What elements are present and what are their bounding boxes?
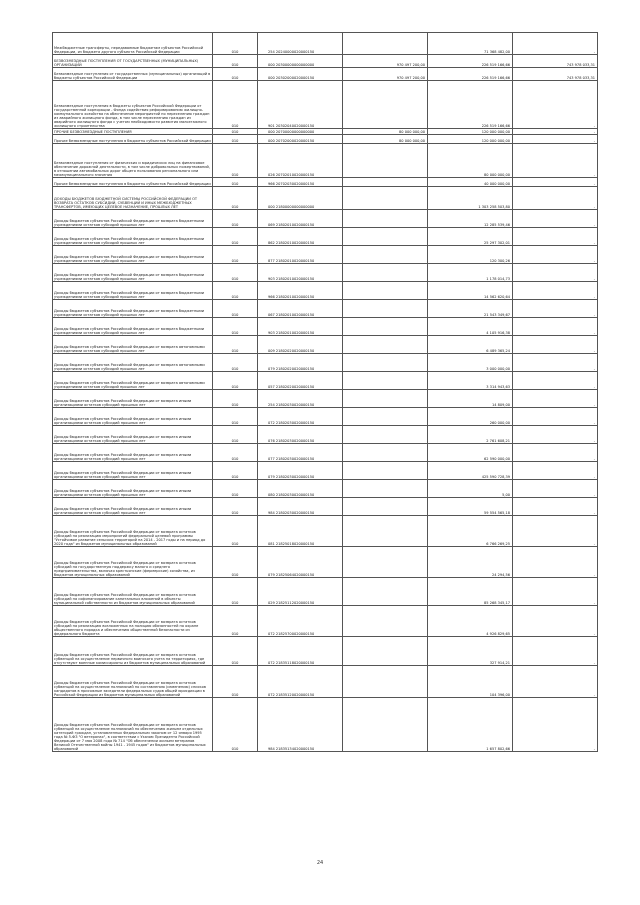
row-name: Доходы бюджетов субъектов Российской Федерации от возврата иными организациями остатков субсидий прошлых лет <box>53 462 213 480</box>
row-approved <box>343 318 428 336</box>
row-name: Доходы бюджетов субъектов Российской Федерации от возврата бюджетными учреждениями остатков субсидий прошлых лет <box>53 300 213 318</box>
row-approved <box>343 547 428 578</box>
table-row <box>53 228 598 246</box>
row-code: 010 <box>213 178 258 187</box>
row-executed: 226 519 166,66 <box>428 81 513 129</box>
row-name: БЕЗВОЗМЕЗДНЫЕ ПОСТУПЛЕНИЯ ОТ ГОСУДАРСТВЕННЫХ (МУНИЦИПАЛЬНЫХ) ОРГАНИЗАЦИЙ <box>53 55 213 68</box>
row-name: Прочие безвозмездные поступления в бюджеты субъектов Российской Федерации <box>53 178 213 187</box>
table-row <box>53 426 598 444</box>
budget-table <box>52 32 598 752</box>
table-row <box>53 33 598 55</box>
row-kbk: 072 21835120020000150 <box>258 666 343 698</box>
row-name: Прочие безвозмездные поступления в бюджеты субъектов Российской Федерации <box>53 135 213 144</box>
row-unexecuted: - <box>513 228 598 246</box>
table-row <box>53 480 598 498</box>
table-row <box>53 187 598 210</box>
row-approved: 80 000 000,00 <box>343 135 428 144</box>
row-executed: 14 562 620,64 <box>428 282 513 300</box>
row-unexecuted: - <box>513 698 598 752</box>
row-kbk: 069 21802010020000150 <box>258 210 343 228</box>
row-code: 010 <box>213 637 258 666</box>
row-approved <box>343 228 428 246</box>
row-unexecuted: - <box>513 498 598 516</box>
row-code: 010 <box>213 666 258 698</box>
row-executed: 226 519 166,66 <box>428 68 513 81</box>
row-unexecuted: - <box>513 462 598 480</box>
row-kbk: 072 21802030020000150 <box>258 408 343 426</box>
row-name: Доходы бюджетов субъектов Российской Федерации от возврата остатков субсидий на софинансирование капитальных вложений в объекты муниципальной собственности из бюджетов муниципальных образований <box>53 578 213 606</box>
row-executed: 6 766 269,25 <box>428 516 513 547</box>
table-row <box>53 354 598 372</box>
row-name: Доходы бюджетов субъектов Российской Федерации от возврата автономными учреждениями остатков субсидий прошлых лет <box>53 354 213 372</box>
row-approved <box>343 264 428 282</box>
row-kbk: 072 21835118020000150 <box>258 637 343 666</box>
row-code: 010 <box>213 444 258 462</box>
table-row <box>53 178 598 187</box>
row-code: 010 <box>213 210 258 228</box>
row-kbk: 000 20700000000000000 <box>258 129 343 135</box>
row-code: 010 <box>213 68 258 81</box>
row-unexecuted: - <box>513 336 598 354</box>
row-approved <box>343 390 428 408</box>
row-approved <box>343 300 428 318</box>
row-unexecuted: - <box>513 354 598 372</box>
row-kbk: 903 21802010020000150 <box>258 318 343 336</box>
table-row <box>53 318 598 336</box>
row-code: 010 <box>213 498 258 516</box>
row-approved <box>343 336 428 354</box>
row-name: Безвозмездные поступления от государственных (муниципальных) организаций в бюджеты субъектов Российской Федерации <box>53 68 213 81</box>
row-executed: 120 000 000,00 <box>428 135 513 144</box>
row-code: 010 <box>213 81 258 129</box>
table-row <box>53 444 598 462</box>
table-row <box>53 408 598 426</box>
row-kbk: 862 21802010020000150 <box>258 228 343 246</box>
row-kbk: 254 21802030020000150 <box>258 390 343 408</box>
row-name: Межбюджетные трансферты, передаваемые бюджетам субъектов Российской Федерации, из бюджета другого субъекта Российской Федерации <box>53 33 213 55</box>
row-unexecuted: - <box>513 480 598 498</box>
row-unexecuted: 743 978 033,31 <box>513 55 598 68</box>
row-kbk: 984 21802030020000150 <box>258 498 343 516</box>
table-row <box>53 578 598 606</box>
row-name: Доходы бюджетов субъектов Российской Федерации от возврата бюджетными учреждениями остатков субсидий прошлых лет <box>53 210 213 228</box>
row-name: ДОХОДЫ БЮДЖЕТОВ БЮДЖЕТНОЙ СИСТЕМЫ РОССИЙСКОЙ ФЕДЕРАЦИИ ОТ ВОЗВРАТА ОСТАТКОВ СУБСИДИЙ, СУБВЕНЦИЙ И ИНЫХ МЕЖБЮДЖЕТНЫХ ТРАНСФЕРТОВ, ИМЕЮЩИХ ЦЕЛЕВОЕ НАЗНАЧЕНИЕ, ПРОШЛЫХ ЛЕТ <box>53 187 213 210</box>
row-code: 010 <box>213 228 258 246</box>
row-executed: 3 314 943,63 <box>428 372 513 390</box>
table-row <box>53 144 598 178</box>
row-name: Доходы бюджетов субъектов Российской Федерации от возврата бюджетными учреждениями остатков субсидий прошлых лет <box>53 228 213 246</box>
row-executed: 80 000 000,00 <box>428 144 513 178</box>
row-name: Доходы бюджетов субъектов Российской Федерации от возврата остатков субвенций на осуществление полномочий по составлению (изменению) списков кандидатов в присяжные заседатели федеральных судов общей юрисдикции в Российской Федерации из бюджетов муниципальных образований <box>53 666 213 698</box>
row-unexecuted: - <box>513 144 598 178</box>
row-code: 010 <box>213 282 258 300</box>
row-code: 010 <box>213 354 258 372</box>
row-executed: 21 543 349,67 <box>428 300 513 318</box>
row-approved <box>343 187 428 210</box>
row-approved <box>343 81 428 129</box>
row-unexecuted: - <box>513 547 598 578</box>
table-row <box>53 210 598 228</box>
row-kbk: 254 20240000020000150 <box>258 33 343 55</box>
row-name: Доходы бюджетов субъектов Российской Федерации от возврата автономными учреждениями остатков субсидий прошлых лет <box>53 372 213 390</box>
row-kbk: 009 21802020020000150 <box>258 336 343 354</box>
row-code: 010 <box>213 246 258 264</box>
row-executed: 425 590 728,39 <box>428 462 513 480</box>
row-unexecuted: - <box>513 81 598 129</box>
row-name: Доходы бюджетов субъектов Российской Федерации от возврата остатков субсидий на реализацию мероприятий федеральной целевой программы "Устойчивое развитие сельских территорий на 2014 - 2017 годы и на период до 2020 года" из бюджетов муниципальных образований <box>53 516 213 547</box>
row-approved <box>343 144 428 178</box>
row-executed: 120 000 000,00 <box>428 129 513 135</box>
row-approved <box>343 444 428 462</box>
row-name: Доходы бюджетов субъектов Российской Федерации от возврата бюджетными учреждениями остатков субсидий прошлых лет <box>53 246 213 264</box>
row-kbk: 079 21825064020000150 <box>258 547 343 578</box>
row-approved: 970 497 200,00 <box>343 55 428 68</box>
row-unexecuted: - <box>513 246 598 264</box>
row-code: 010 <box>213 55 258 68</box>
row-code: 010 <box>213 300 258 318</box>
row-kbk: 077 21802030020000150 <box>258 444 343 462</box>
row-name: Доходы бюджетов субъектов Российской Федерации от возврата иными организациями остатков субсидий прошлых лет <box>53 408 213 426</box>
row-approved <box>343 354 428 372</box>
row-kbk: 903 21802010020000150 <box>258 264 343 282</box>
row-name: Доходы бюджетов субъектов Российской Федерации от возврата иными организациями остатков субсидий прошлых лет <box>53 498 213 516</box>
row-kbk: 029 21825112020000150 <box>258 578 343 606</box>
row-kbk: 984 21835134020000150 <box>258 698 343 752</box>
row-code: 010 <box>213 462 258 480</box>
row-code: 010 <box>213 426 258 444</box>
row-kbk: 057 21802020020000150 <box>258 372 343 390</box>
row-executed: 12 285 539,46 <box>428 210 513 228</box>
row-executed: 71 368 482,00 <box>428 33 513 55</box>
row-executed: 2 761 608,21 <box>428 426 513 444</box>
row-name: Доходы бюджетов субъектов Российской Федерации от возврата остатков субсидий на государственную поддержку малого и среднего предпринимательства, включая крестьянские (фермерские) хозяйства, из бюджетов муниципальных образований <box>53 547 213 578</box>
row-unexecuted: - <box>513 129 598 135</box>
row-kbk: 072 21825700020000150 <box>258 606 343 637</box>
row-unexecuted: - <box>513 187 598 210</box>
row-code: 010 <box>213 516 258 547</box>
row-unexecuted: - <box>513 516 598 547</box>
row-executed: 4 926 829,65 <box>428 606 513 637</box>
row-executed: 24 294,56 <box>428 547 513 578</box>
row-name: Доходы бюджетов субъектов Российской Федерации от возврата автономными учреждениями остатков субсидий прошлых лет <box>53 336 213 354</box>
row-executed: 120 300,26 <box>428 246 513 264</box>
row-unexecuted: 743 978 033,31 <box>513 68 598 81</box>
row-kbk: 000 20300000000000000 <box>258 55 343 68</box>
row-approved <box>343 33 428 55</box>
table-row <box>53 606 598 637</box>
table-row <box>53 300 598 318</box>
row-executed: 59 554 565,18 <box>428 498 513 516</box>
table-row <box>53 336 598 354</box>
row-approved <box>343 578 428 606</box>
table-row <box>53 372 598 390</box>
row-executed: 6 489 365,24 <box>428 336 513 354</box>
row-code: 010 <box>213 408 258 426</box>
row-approved <box>343 408 428 426</box>
row-name: Доходы бюджетов субъектов Российской Федерации от возврата остатков субсидий на реализацию возложенных на полицию обязанностей по охране общественного порядка и обеспечению общественной безопасности из федерального бюджета <box>53 606 213 637</box>
row-approved: 80 000 000,00 <box>343 129 428 135</box>
row-code: 010 <box>213 129 258 135</box>
row-executed: 85 268 345,17 <box>428 578 513 606</box>
row-kbk: 877 21802010020000150 <box>258 246 343 264</box>
row-kbk: 080 21802030020000150 <box>258 480 343 498</box>
row-executed: 62 590 000,00 <box>428 444 513 462</box>
row-approved <box>343 246 428 264</box>
row-code: 010 <box>213 135 258 144</box>
row-code: 010 <box>213 187 258 210</box>
row-name: Доходы бюджетов субъектов Российской Федерации от возврата бюджетными учреждениями остатков субсидий прошлых лет <box>53 318 213 336</box>
row-executed: 1 657 802,66 <box>428 698 513 752</box>
row-kbk: 076 21802030020000150 <box>258 426 343 444</box>
row-unexecuted: - <box>513 372 598 390</box>
row-approved <box>343 178 428 187</box>
row-approved <box>343 210 428 228</box>
row-name: Доходы бюджетов субъектов Российской Федерации от возврата иными организациями остатков субсидий прошлых лет <box>53 390 213 408</box>
row-unexecuted: - <box>513 135 598 144</box>
row-kbk: 067 21802010020000150 <box>258 300 343 318</box>
row-unexecuted: - <box>513 264 598 282</box>
row-code: 010 <box>213 390 258 408</box>
row-kbk: 079 21802030020000150 <box>258 462 343 480</box>
row-approved <box>343 698 428 752</box>
row-unexecuted: - <box>513 178 598 187</box>
row-code: 010 <box>213 578 258 606</box>
row-code: 010 <box>213 336 258 354</box>
row-name: Доходы бюджетов субъектов Российской Федерации от возврата бюджетными учреждениями остатков субсидий прошлых лет <box>53 264 213 282</box>
row-approved <box>343 426 428 444</box>
row-kbk: 966 20702030020000150 <box>258 178 343 187</box>
row-unexecuted: - <box>513 444 598 462</box>
row-name: ПРОЧИЕ БЕЗВОЗМЕЗДНЫЕ ПОСТУПЛЕНИЯ <box>53 129 213 135</box>
row-name: Безвозмездные поступления от физических и юридических лиц на финансовое обеспечение дорожной деятельности, в том числе добровольных пожертвований, в отношении автомобильных дорог общего пользования регионального или межмуниципального значения <box>53 144 213 178</box>
row-kbk: 026 20702010020000150 <box>258 144 343 178</box>
table-row <box>53 547 598 578</box>
row-kbk: 000 20302000020000150 <box>258 68 343 81</box>
row-unexecuted: - <box>513 578 598 606</box>
row-code: 010 <box>213 144 258 178</box>
row-unexecuted: - <box>513 637 598 666</box>
row-executed: 1 303 258 503,80 <box>428 187 513 210</box>
row-code: 010 <box>213 33 258 55</box>
table-row <box>53 666 598 698</box>
row-approved <box>343 606 428 637</box>
row-name: Доходы бюджетов субъектов Российской Федерации от возврата бюджетными учреждениями остатков субсидий прошлых лет <box>53 282 213 300</box>
table-row <box>53 135 598 144</box>
row-executed: 25 297 302,01 <box>428 228 513 246</box>
row-code: 010 <box>213 606 258 637</box>
row-code: 010 <box>213 547 258 578</box>
row-unexecuted: - <box>513 666 598 698</box>
row-unexecuted: - <box>513 300 598 318</box>
row-approved <box>343 462 428 480</box>
table-row <box>53 462 598 480</box>
row-approved <box>343 666 428 698</box>
row-name: Доходы бюджетов субъектов Российской Федерации от возврата иными организациями остатков субсидий прошлых лет <box>53 426 213 444</box>
row-executed: 40 000 000,00 <box>428 178 513 187</box>
row-code: 010 <box>213 318 258 336</box>
row-unexecuted: - <box>513 606 598 637</box>
table-row <box>53 264 598 282</box>
row-approved <box>343 372 428 390</box>
row-name: Безвозмездные поступления в бюджеты субъектов Российской Федерации от государственной корпорации - Фонда содействия реформированию жилищно-коммунального хозяйства на обеспечение мероприятий по переселению граждан из аварийного жилищного фонда, в том числе переселению граждан из аварийного жилищного фонда с учетом необходимости развития малоэтажного жилищного строительства <box>53 81 213 129</box>
table-row <box>53 498 598 516</box>
table-row <box>53 246 598 264</box>
table-row <box>53 637 598 666</box>
row-name: Доходы бюджетов субъектов Российской Федерации от возврата иными организациями остатков субсидий прошлых лет <box>53 480 213 498</box>
row-executed: 3 000 000,00 <box>428 354 513 372</box>
table-row <box>53 282 598 300</box>
table-row <box>53 698 598 752</box>
row-approved <box>343 498 428 516</box>
table-row <box>53 390 598 408</box>
row-name: Доходы бюджетов субъектов Российской Федерации от возврата остатков субвенций на осуществление первичного воинского учета на территориях, где отсутствуют военные комиссариаты из бюджетов муниципальных образований <box>53 637 213 666</box>
row-unexecuted: - <box>513 33 598 55</box>
row-executed: 4 105 916,38 <box>428 318 513 336</box>
row-approved <box>343 282 428 300</box>
budget-table-body <box>53 33 598 752</box>
table-row <box>53 68 598 81</box>
row-name: Доходы бюджетов субъектов Российской Федерации от возврата остатков субвенций на осуществление полномочий по обеспечению жильем отдельных категорий граждан, установленных Федеральным законом от 12 января 1995 года № 5-ФЗ "О ветеранах", в соответствии с Указом Президента Российской Федерации от 7 мая 2008 года № 714 "Об обеспечении жильем ветеранов Великой Отечественной войны 1941 - 1945 годов" из бюджетов муниципальных образований <box>53 698 213 752</box>
row-unexecuted: - <box>513 426 598 444</box>
row-unexecuted: - <box>513 210 598 228</box>
table-row <box>53 55 598 68</box>
row-approved <box>343 480 428 498</box>
row-kbk: 966 21802010020000150 <box>258 282 343 300</box>
row-executed: 104 396,00 <box>428 666 513 698</box>
row-approved <box>343 516 428 547</box>
row-kbk: 901 20302040020000150 <box>258 81 343 129</box>
row-executed: 226 519 166,66 <box>428 55 513 68</box>
row-kbk: 000 21800000000000000 <box>258 187 343 210</box>
row-code: 010 <box>213 698 258 752</box>
row-code: 010 <box>213 480 258 498</box>
row-kbk: 079 21802020020000150 <box>258 354 343 372</box>
row-executed: 260 000,00 <box>428 408 513 426</box>
row-unexecuted: - <box>513 282 598 300</box>
row-approved <box>343 637 428 666</box>
table-row <box>53 81 598 129</box>
row-approved: 970 497 200,00 <box>343 68 428 81</box>
row-code: 010 <box>213 264 258 282</box>
table-row <box>53 516 598 547</box>
row-executed: 327 914,21 <box>428 637 513 666</box>
row-executed: 5,00 <box>428 480 513 498</box>
row-unexecuted: - <box>513 390 598 408</box>
row-unexecuted: - <box>513 318 598 336</box>
row-kbk: 081 21825018020000150 <box>258 516 343 547</box>
row-code: 010 <box>213 372 258 390</box>
row-name: Доходы бюджетов субъектов Российской Федерации от возврата иными организациями остатков субсидий прошлых лет <box>53 444 213 462</box>
row-unexecuted: - <box>513 408 598 426</box>
row-executed: 14 809,00 <box>428 390 513 408</box>
page-number: 24 <box>316 860 324 866</box>
row-executed: 1 178 014,73 <box>428 264 513 282</box>
report-sheet <box>52 32 597 852</box>
row-kbk: 000 20702000020000150 <box>258 135 343 144</box>
